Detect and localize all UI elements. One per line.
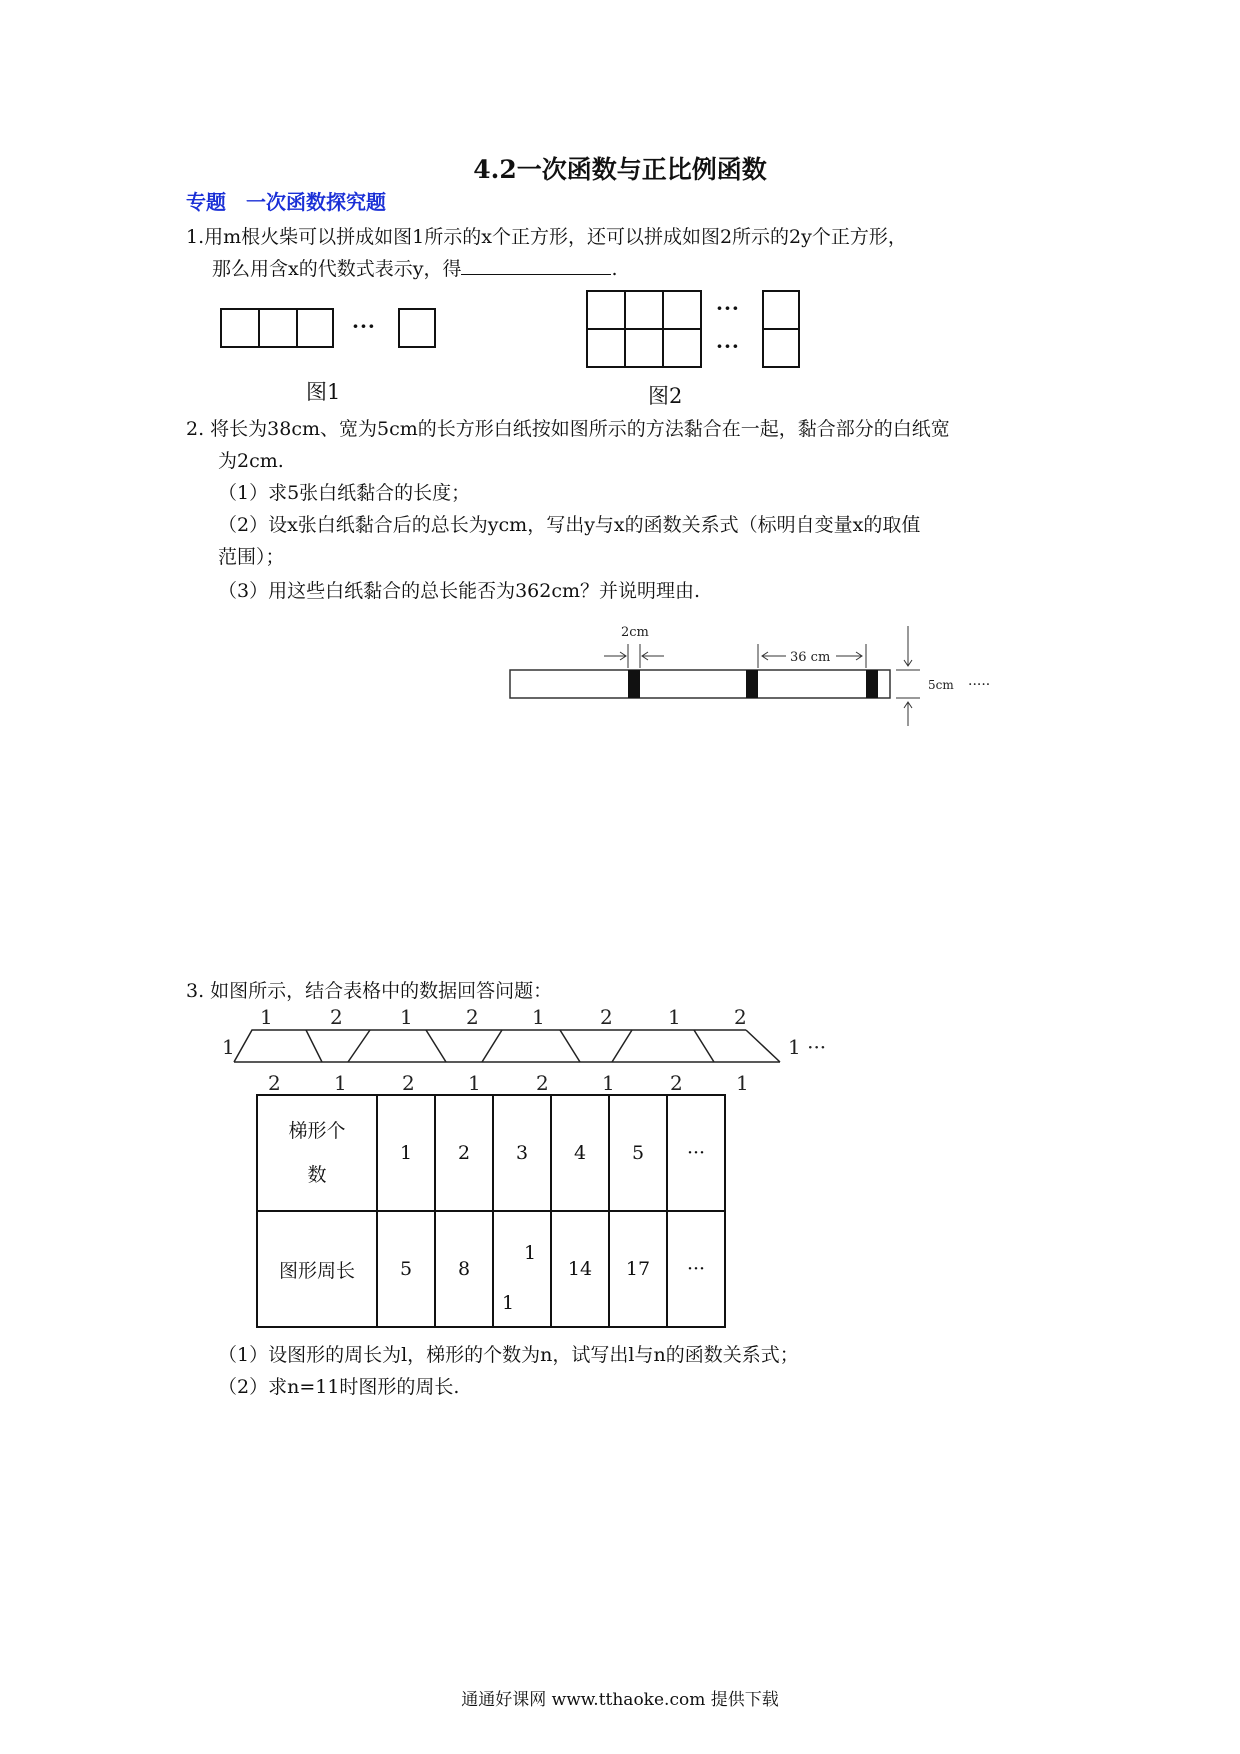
top-length-label: 1 — [532, 1005, 545, 1029]
q3-sub2: （2）求n=11时图形的周长. — [218, 1376, 460, 1398]
q2-sub1: （1）求5张白纸黏合的长度； — [218, 482, 471, 504]
trapezoid-side — [348, 1030, 370, 1062]
table-cell: 5 — [609, 1095, 667, 1211]
row-header-count-line2: 数 — [307, 1164, 327, 1186]
fig2-ellipsis: ··· — [716, 296, 740, 320]
top-length-label: 2 — [466, 1005, 479, 1029]
q1-line2 — [212, 254, 618, 281]
trapezoid-side — [426, 1030, 446, 1062]
q1-line2-text: 那么用含x的代数式表示y，得 — [212, 258, 462, 280]
table-row — [257, 1211, 725, 1327]
side-length-label: 1 — [222, 1035, 235, 1059]
fig2-square — [624, 328, 664, 368]
top-length-label: 2 — [600, 1005, 613, 1029]
trapezoid-top-edge — [234, 1030, 746, 1062]
q2-sub2a: （2）设x张白纸黏合后的总长为ycm，写出y与x的函数关系式（标明自变量x的取值 — [218, 514, 921, 536]
length-label: 36 cm — [790, 650, 831, 665]
fig2-square — [662, 328, 702, 368]
top-length-label: 1 — [400, 1005, 413, 1029]
fig2-square — [762, 328, 800, 368]
fig2-square — [662, 290, 702, 330]
table-cell: 14 — [551, 1211, 609, 1327]
strip-continuation: ····· — [968, 677, 991, 693]
table-cell-split — [493, 1211, 551, 1327]
trapezoid-side — [612, 1030, 632, 1062]
figure-continuation: 1 ··· — [788, 1035, 827, 1059]
top-length-label: 2 — [734, 1005, 747, 1029]
fig2-square — [586, 290, 626, 330]
table-row — [257, 1095, 725, 1211]
table-cell: 3 — [493, 1095, 551, 1211]
fig1-ellipsis: ··· — [352, 314, 376, 338]
row-header-count — [257, 1095, 377, 1211]
overlap-block — [628, 670, 640, 698]
q2-sub2b: 范围）； — [218, 546, 285, 568]
bottom-length-label: 1 — [602, 1071, 615, 1095]
fig2-square — [586, 328, 626, 368]
q2-line1: 2. 将长为38cm、宽为5cm的长方形白纸按如图所示的方法黏合在一起，黏合部分的白纸宽 — [186, 418, 950, 440]
top-length-label: 1 — [668, 1005, 681, 1029]
answer-blank — [461, 256, 611, 275]
fig2-label: 图2 — [648, 384, 683, 408]
q1-line2-end: . — [611, 258, 618, 280]
data-table — [256, 1094, 726, 1328]
top-length-label: 2 — [330, 1005, 343, 1029]
top-length-label: 1 — [260, 1005, 273, 1029]
table-cell: 5 — [377, 1211, 435, 1327]
paper-strip — [510, 670, 890, 698]
row-header-count-line1: 梯形个 — [288, 1120, 346, 1142]
trapezoid-side — [746, 1030, 780, 1062]
bottom-length-label: 1 — [334, 1071, 347, 1095]
q2-sub3: （3）用这些白纸黏合的总长能否为362cm？并说明理由. — [218, 580, 701, 602]
table-cell: ··· — [667, 1211, 725, 1327]
overlap-block — [866, 670, 878, 698]
fig1-square — [296, 308, 334, 348]
table-cell: 2 — [435, 1095, 493, 1211]
fig2-ellipsis: ··· — [716, 334, 740, 358]
q3-sub1: （1）设图形的周长为l，梯形的个数为n，试写出l与n的函数关系式； — [218, 1344, 799, 1366]
page-title: 4.2一次函数与正比例函数 — [473, 155, 767, 184]
width-label: 5cm — [928, 678, 954, 692]
table-cell: 1 — [377, 1095, 435, 1211]
q2-line2: 为2cm. — [218, 450, 284, 472]
split-digit-bottom: 1 — [502, 1292, 515, 1314]
trapezoid-side — [694, 1030, 714, 1062]
bottom-length-label: 2 — [670, 1071, 683, 1095]
bottom-length-label: 1 — [736, 1071, 749, 1095]
paper-strip-figure — [500, 614, 1020, 730]
bottom-length-label: 1 — [468, 1071, 481, 1095]
footer-credit: 通通好课网 www.tthaoke.com 提供下载 — [461, 1690, 779, 1710]
overlap-label: 2cm — [621, 625, 649, 640]
fig1-square — [220, 308, 260, 348]
table-cell: ··· — [667, 1095, 725, 1211]
topic-heading: 专题 一次函数探究题 — [186, 190, 386, 214]
table-cell: 17 — [609, 1211, 667, 1327]
row-header-perimeter: 图形周长 — [257, 1211, 377, 1327]
trapezoid-side — [482, 1030, 502, 1062]
fig1-label: 图1 — [306, 380, 341, 404]
fig2-square — [624, 290, 664, 330]
bottom-length-label: 2 — [402, 1071, 415, 1095]
bottom-length-label: 2 — [268, 1071, 281, 1095]
q3-line1: 3. 如图所示，结合表格中的数据回答问题： — [186, 980, 553, 1002]
table-cell: 8 — [435, 1211, 493, 1327]
table-cell: 4 — [551, 1095, 609, 1211]
overlap-block — [746, 670, 758, 698]
q1-line1: 1.用m根火柴可以拼成如图1所示的x个正方形，还可以拼成如图2所示的2y个正方形， — [186, 226, 907, 248]
fig2-square — [762, 290, 800, 330]
fig1-square — [258, 308, 298, 348]
fig1-square — [398, 308, 436, 348]
trapezoid-figure — [220, 1004, 840, 1096]
trapezoid-side — [560, 1030, 580, 1062]
bottom-length-label: 2 — [536, 1071, 549, 1095]
split-digit-top: 1 — [524, 1242, 537, 1264]
trapezoid-side — [306, 1030, 322, 1062]
